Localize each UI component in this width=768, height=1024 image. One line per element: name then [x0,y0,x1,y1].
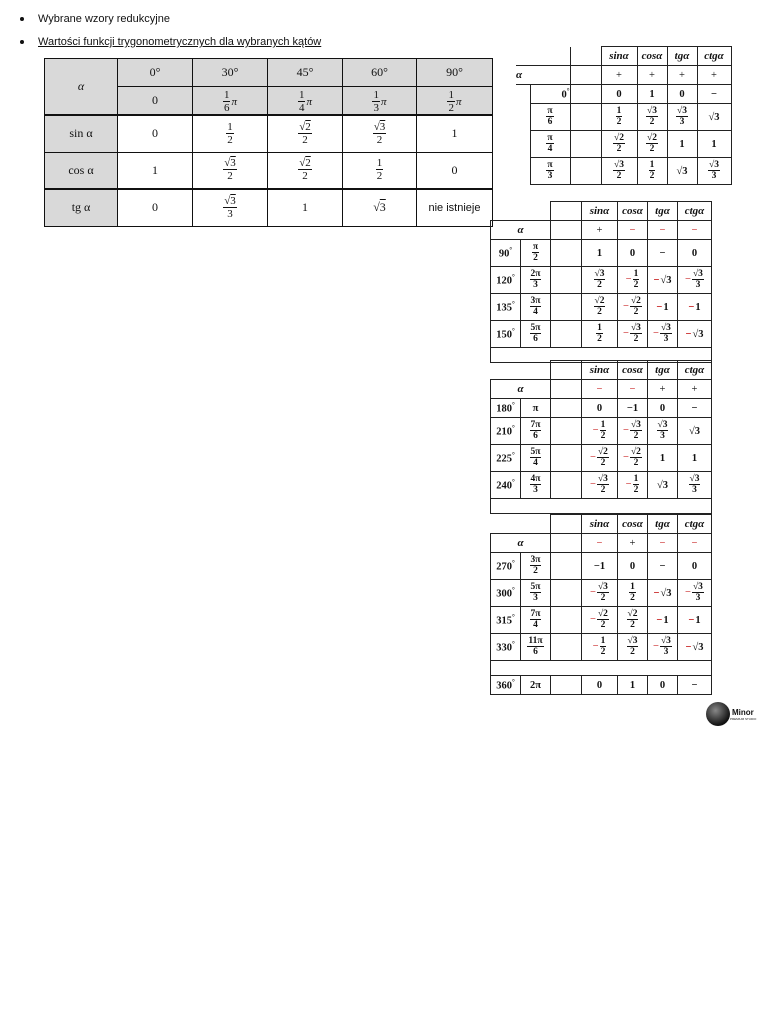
angle-rad: $\frac{11\pi}{6}$ [521,634,551,661]
tg-value: − $\frac{√3}{3}$ [648,321,678,348]
tg-value: −1 [648,607,678,634]
alpha-label: α [491,534,551,553]
header-sin: sinα [601,47,637,66]
sin-value: − $\frac{√2}{2}$ [582,607,618,634]
sign: − [582,380,618,399]
value-cell: 1 [268,189,343,226]
value-cell: 0 [417,152,493,189]
ctg-value: − [678,676,712,695]
cos-value: $\frac{√3}{2}$ [618,634,648,661]
sign: + [618,534,648,553]
tg-value: 0 [648,399,678,418]
sin-value: $\frac{√3}{2}$ [582,267,618,294]
tg-value: 1 [648,445,678,472]
angle-deg: 300° [491,580,521,607]
sin-value: $\frac{1}{2}$ [601,104,637,131]
angle-rad: $\frac{5\pi}{6}$ [521,321,551,348]
rad-cell: $\frac{1}{6}$ π [193,87,268,116]
header-sin: sinα [582,361,618,380]
cos-value: $\frac{1}{2}$ [637,158,667,185]
angle-deg: 360° [491,676,521,695]
ctg-value: − [678,399,712,418]
tg-value: $\frac{√3}{3}$ [667,104,697,131]
cos-value: − $\frac{1}{2}$ [618,267,648,294]
header-cos: cosα [618,361,648,380]
value-cell: $\frac{√2}{2}$ [268,152,343,189]
angle-rad: 2π [521,676,551,695]
alpha-label: α [491,380,551,399]
rad-cell: $\frac{1}{4}$ π [268,87,343,116]
sign: − [618,380,648,399]
angle-deg: 150° [491,321,521,348]
tg-value: − $\frac{√3}{3}$ [648,634,678,661]
sin-value: − $\frac{1}{2}$ [582,418,618,445]
tg-value: −√3 [648,267,678,294]
ctg-value: −√3 [678,634,712,661]
sin-value: − $\frac{1}{2}$ [582,634,618,661]
trig-values-table [44,58,493,227]
value-cell: $\frac{√2}{2}$ [268,115,343,152]
angle-rad: $\frac{5\pi}{4}$ [521,445,551,472]
quadrant-1-table [516,46,732,185]
header-tg: tgα [648,361,678,380]
sin-value: $\frac{√2}{2}$ [601,131,637,158]
value-cell: $\frac{√3}{3}$ [193,189,268,226]
ctg-value: √3 [697,104,731,131]
cos-value: − $\frac{√2}{2}$ [618,445,648,472]
cos-value: $\frac{√2}{2}$ [637,131,667,158]
sin-value: 0 [582,676,618,695]
header-cos: cosα [637,47,667,66]
deg-cell: 0° [118,59,193,87]
header-ctg: ctgα [678,202,712,221]
sign: − [582,534,618,553]
header-tg: tgα [667,47,697,66]
angle-rad: $\frac{5\pi}{3}$ [521,580,551,607]
ctg-value: −1 [678,607,712,634]
angle-deg: 180° [491,399,521,418]
value-cell: 0 [118,189,193,226]
spacer-row [491,661,712,676]
bullet-trig-values [20,36,321,48]
header-cos: cosα [618,202,648,221]
bullet-text: Wartości funkcji trygonometrycznych dla wybranych kątów [38,36,322,48]
cos-value: 0 [618,553,648,580]
tg-value: 1 [667,131,697,158]
bullet-reduction-formulas [20,13,170,25]
alpha-header: α [45,59,118,116]
tg-value: √3 [667,158,697,185]
sin-value: $\frac{1}{2}$ [582,321,618,348]
value-cell: nie istnieje [417,189,493,226]
tg-value: −√3 [648,580,678,607]
cos-value: 1 [618,676,648,695]
sin-value: 1 [582,240,618,267]
value-cell: √3 [343,189,417,226]
ctg-value: 1 [678,445,712,472]
angle-deg: 120° [491,267,521,294]
quadrant-3-table [490,360,712,514]
angle-rad: $\frac{4\pi}{3}$ [521,472,551,499]
ctg-value: 0 [678,240,712,267]
angle-rad: $\frac{7\pi}{6}$ [521,418,551,445]
angle-deg: 270° [491,553,521,580]
ctg-value: 1 [697,131,731,158]
cos-value: $\frac{√2}{2}$ [618,607,648,634]
header-tg: tgα [648,515,678,534]
sign: + [697,66,731,85]
cos-value: 1 [637,85,667,104]
value-cell: $\frac{√3}{2}$ [193,152,268,189]
alpha-label: α [491,221,551,240]
value-cell: 1 [118,152,193,189]
value-cell: $\frac{√3}{2}$ [343,115,417,152]
angle-rad: $\frac{3\pi}{2}$ [521,553,551,580]
header-ctg: ctgα [678,515,712,534]
sin-value: − $\frac{√3}{2}$ [582,472,618,499]
cos-value: − $\frac{1}{2}$ [618,472,648,499]
sign: − [618,221,648,240]
globe-icon [706,702,730,726]
sign: + [582,221,618,240]
sin-value: $\frac{√2}{2}$ [582,294,618,321]
angle-rad: $\frac{7\pi}{4}$ [521,607,551,634]
rad-cell: 0 [118,87,193,116]
tg-value: 0 [648,676,678,695]
angle-deg: 0° [530,85,570,104]
ctg-value: − $\frac{√3}{3}$ [678,580,712,607]
angle-deg: 90° [491,240,521,267]
alpha-label: α [516,66,570,85]
cos-value: − $\frac{√3}{2}$ [618,321,648,348]
header-cos: cosα [618,515,648,534]
tg-value: $\frac{√3}{3}$ [648,418,678,445]
sign: − [678,221,712,240]
angle-rad: $\frac{2\pi}{3}$ [521,267,551,294]
sin-value: $\frac{√3}{2}$ [601,158,637,185]
tg-value: − [648,240,678,267]
cos-value: $\frac{1}{2}$ [618,580,648,607]
value-cell: 1 [417,115,493,152]
angle-deg: 210° [491,418,521,445]
angle-rad: π [521,399,551,418]
rad-cell: $\frac{1}{2}$ π [417,87,493,116]
angle-deg: 135° [491,294,521,321]
cos-value: − $\frac{√2}{2}$ [618,294,648,321]
header-ctg: ctgα [678,361,712,380]
tg-value: − [648,553,678,580]
tg-value: −1 [648,294,678,321]
cos-value: − $\frac{√3}{2}$ [618,418,648,445]
angle-deg: 315° [491,607,521,634]
sin-value: 0 [601,85,637,104]
sin-value: − $\frac{√2}{2}$ [582,445,618,472]
ctg-value: − $\frac{√3}{3}$ [678,267,712,294]
bullet-text: Wybrane wzory redukcyjne [38,13,170,25]
deg-cell: 90° [417,59,493,87]
sign: − [648,534,678,553]
sign: + [601,66,637,85]
cos-value: 0 [618,240,648,267]
header-sin: sinα [582,515,618,534]
deg-cell: 60° [343,59,417,87]
deg-cell: 30° [193,59,268,87]
logo-text: Minor [732,707,754,717]
value-cell: 0 [118,115,193,152]
ctg-value: 0 [678,553,712,580]
spacer-row [491,499,712,514]
bullet-dot [20,40,24,44]
ctg-value: $\frac{√3}{3}$ [678,472,712,499]
cos-label: cos α [45,152,118,189]
cos-value: −1 [618,399,648,418]
tg-label: tg α [45,189,118,226]
angle-rad: $\frac{3\pi}{4}$ [521,294,551,321]
logo-subtext: PREMIUM STUDIO [730,716,757,721]
sign: + [667,66,697,85]
quadrant-4-table [490,514,712,695]
sin-value: 0 [582,399,618,418]
sin-label: sin α [45,115,118,152]
ctg-value: −1 [678,294,712,321]
deg-cell: 45° [268,59,343,87]
header-sin: sinα [582,202,618,221]
angle-rad: $\frac{\pi}{4}$ [530,131,570,158]
bullet-dot [20,17,24,21]
sign: + [648,380,678,399]
quadrant-2-table [490,201,712,363]
sign: + [678,380,712,399]
rad-cell: $\frac{1}{3}$ π [343,87,417,116]
sign: − [678,534,712,553]
value-cell: $\frac{1}{2}$ [343,152,417,189]
tg-value: √3 [648,472,678,499]
header-tg: tgα [648,202,678,221]
cos-value: $\frac{√3}{2}$ [637,104,667,131]
angle-deg: 240° [491,472,521,499]
angle-deg: 225° [491,445,521,472]
angle-rad: $\frac{\pi}{2}$ [521,240,551,267]
sign: + [637,66,667,85]
minor-logo [706,698,768,730]
angle-rad: $\frac{\pi}{6}$ [530,104,570,131]
value-cell: $\frac{1}{2}$ [193,115,268,152]
ctg-value: √3 [678,418,712,445]
ctg-value: −√3 [678,321,712,348]
ctg-value: $\frac{√3}{3}$ [697,158,731,185]
sin-value: − $\frac{√3}{2}$ [582,580,618,607]
ctg-value: − [697,85,731,104]
sign: − [648,221,678,240]
angle-rad: $\frac{\pi}{3}$ [530,158,570,185]
tg-value: 0 [667,85,697,104]
header-ctg: ctgα [697,47,731,66]
angle-deg: 330° [491,634,521,661]
sin-value: −1 [582,553,618,580]
